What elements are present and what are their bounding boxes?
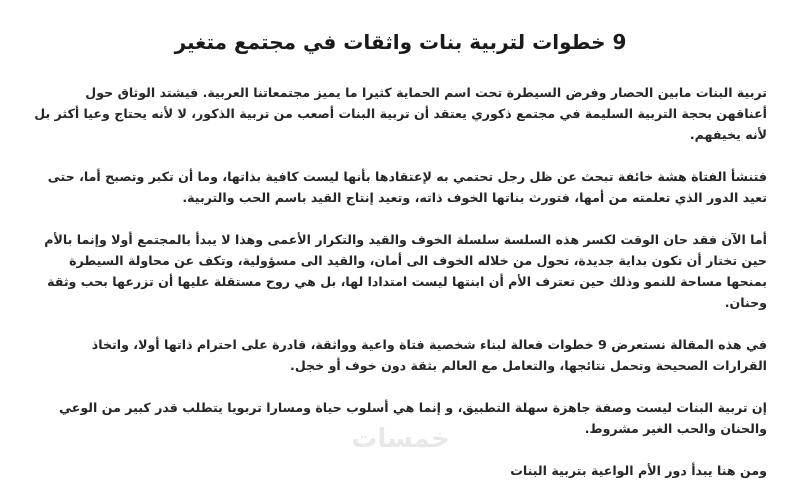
watermark-logo: خمسات: [351, 424, 450, 454]
paragraph-2: فتنشأ الفتاة هشة خائفة تبحث عن ظل رجل تحتمي به لإعتقادها بأنها ليست كافية بذاتها، وما أن تكبر وتصبح أما، حتى تعيد الدور الذي تعلمته من أمها، فتورث بناتها الخوف ذاته، وتعيد إنتاج القيد باسم الحب والتربية.: [47, 169, 767, 205]
paragraph-6: ومن هنا يبدأ دور الأم الواعية بتربية البنات: [510, 463, 767, 478]
paragraph-1: تربية البنات مابين الحصار وفرض السيطرة تحت اسم الحماية كثيرا ما يميز مجتمعاتنا العربية. فيشتد الوثاق حول أعناقهن بحجة التربية السليمة في مجتمع ذكوري يعتقد أن تربية البنات أصعب من تربية الذكور، لا لأنه يحتاج وعيا أكثر بل لأنه يخيفهم.: [34, 85, 767, 142]
article-title: 9 خطوات لتربية بنات واثقات في مجتمع متغير: [174, 30, 627, 54]
paragraph-3: أما الآن فقد حان الوقت لكسر هذه السلسة سلسلة الخوف والقيد والتكرار الأعمى وهذا لا يبدأ بالمجتمع أولا وإنما بالأم حين تختار أن تكون بداية جديدة، تحول من خلاله الخوف الى أمان، والقيد الى مسؤولية، وتكف عن محاولة السيطرة بمنحها مساحة للنمو وذلك حين تعترف الأم أن ابنتها ليست امتدادا لها، بل هي روح مستقلة عليها أن تزرعها بحب وثقة وحنان.: [44, 232, 767, 310]
paragraph-5: إن تربية البنات ليست وصفة جاهزة سهلة التطبيق، و إنما هي أسلوب حياة ومسارا تربويا يتطلب قدر كبير من الوعي والحنان والحب الغير مشروط.: [59, 400, 767, 436]
paragraph-4: في هذه المقالة نستعرض 9 خطوات فعالة لبناء شخصية فتاة واعية وواثقة، قادرة على احترام ذاتها أولا، واتخاذ القرارات الصحيحة وتحمل نتائجها، والتعامل مع العالم بثقة دون خوف أو خجل.: [91, 337, 767, 373]
